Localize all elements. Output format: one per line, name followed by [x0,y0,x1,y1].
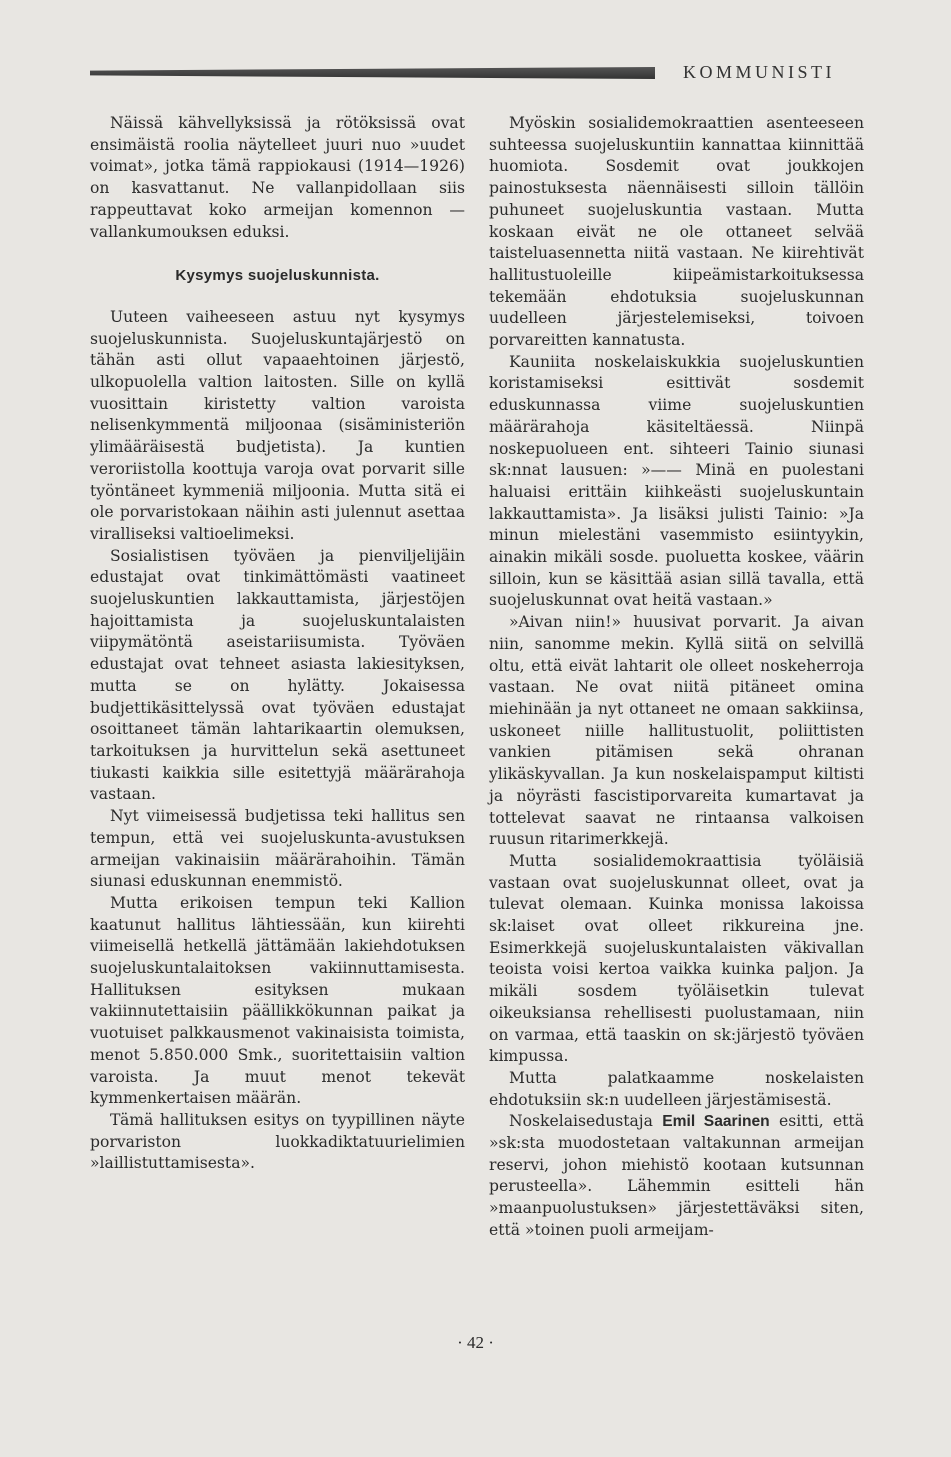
section-heading: Kysymys suojeluskunnista. [175,267,380,285]
paragraph: Mutta erikoisen tempun teki Kallion kaatunut hallitus lähtiessään, kun kiirehti viimeisellä hetkellä jättämään lakiehdotuksen suojeluskuntalaitoksen vakiinnuttamisesta. Hallituksen esityksen mukaan vakiinnutettaisiin päällikkökunnan paikat ja vuotuiset palkkausmenot vakinaisista toimista, menot 5.850.000 Smk., suoritettaisiin valtion varoista. Ja muut menot tekevät kymmenkertaisen määrän. [90,893,465,1108]
paragraph: Nyt viimeisessä budjetissa teki hallitus sen tempun, että vei suojeluskunta-avustuksen armeijan vakinaisiin määrärahoihin. Tämän siunasi eduskunnan enemmistö. [90,807,465,891]
paragraph: Kauniita noskelaiskukkia suojeluskuntien koristamiseksi esittivät sosdemit eduskunnassa viime suojeluskuntien määrärahoja käsiteltäessä. Niinpä noskepuolueen ent. sihteeri Tainio siunasi sk:nnat lausuen: »—— Minä en puolestani haluaisi erittäin kiihkeästi suojeluskuntain lakkauttamista». Ja lisäksi julisti Tainio: »Ja minun mielestäni vasemmisto esiintyykin, ainakin mikäli sosde. puoluetta koskee, väärin silloin, kun se käsittää asian sillä tavalla, että suojeluskunnat ovat heitä vastaan.» [489,352,864,610]
text-run: Noskelaisedustaja [509,1112,663,1131]
left-column [90,113,465,1175]
paragraph: Näissä kähvellyksissä ja rötöksissä ovat ensimäistä roolia näytelleet juuri nuo »uudet voimat», jotka tämä rappiokausi (1914—1926) on kasvattanut. Ne vallanpidollaan siis rappeuttavat koko armeijan komennon — vallankumouksen eduksi. [90,114,465,241]
paragraph: Sosialistisen työväen ja pienviljelijäin edustajat ovat tinkimättömästi vaatineet suojeluskuntien lakkauttamista, järjestöjen hajoittamista ja suojeluskuntalaisten viipymätöntä aseistariisumista. Työväen edustajat ovat tehneet asiasta lakiesityksen, mutta se on hylätty. Jokaisessa budjettikäsittelyssä ovat työväen edustajat osoittaneet tämän lahtarikaartin olemuksen, tarkoituksen ja hurvittelun sekä asettuneet tiukasti kaikkia sille esitettyjä määrärahoja vastaan. [90,546,465,804]
paragraph: »Aivan niin!» huusivat porvarit. Ja aivan niin, sanomme mekin. Kyllä siitä on selvillä oltu, että eivät lahtarit ole olleet noskeherroja vastaan. Ne ovat niitä pitäneet omina miehinään ja nyt ottaneet ne omaan sakkiinsa, uskoneet niille hallitustuolit, poliittisten vankien pitämisen sekä ohranan ylikäskyvallan. Ja kun noskelaispamput kiltisti ja nöyrästi fascistiporvareita kumartavat ja tottelevat saavat ne rintaansa valkoisen ruusun ritarimerkkejä. [489,613,864,849]
header-rule [90,67,655,79]
paragraph: Tämä hallituksen esitys on tyypillinen näyte porvariston luokkadiktatuurielimien »laillistuttamisesta». [90,1110,465,1173]
magazine-title: KOMMUNISTI [683,62,835,82]
paragraph: Uuteen vaiheeseen astuu nyt kysymys suojeluskunnista. Suojeluskuntajärjestö on tähän asti ollut vapaaehtoinen järjestö, ulkopuolella valtion laitosten. Sille on kyllä vuosittain kiristetty valtion varoista nelisenkymmentä miljoonaa (sisäministeriön ylimääräisestä budjetista). Ja kuntien veroriistolla koottuja varoja ovat porvarit sille työntäneet kymmeniä miljoonia. Mutta sitä ei ole porvaristokaan näihin asti julennut asettaa viralliseksi valtioelimeksi. [90,307,465,543]
paragraph: Mutta palatkaamme noskelaisten ehdotuksiin sk:n uudelleen järjestämisestä. [489,1068,864,1109]
text-run: esitti, että »sk:sta muodostetaan valtakunnan armeijan reservi, johon miehistö kootaan kutsunnan perusteella». Lähemmin esitteli hän »maanpuolustuksen» järjestettäväksi siten, että »toinen puoli armeijam- [489,1112,864,1239]
right-column [489,113,864,1242]
paragraph [489,1111,864,1241]
paragraph: Myöskin sosialidemokraattien asenteeseen suhteessa suojeluskuntiin kannattaa kiinnittää huomiota. Sosdemit ovat joukkojen painostuksesta näennäisesti silloin tällöin puhuneet suojeluskuntia vastaan. Mutta koskaan eivät ne ole ottaneet selvää taisteluasennetta niitä vastaan. Ne kiirehtivät hallitustuoleille kiipeämistarkoituksessa tekemään ehdotuksia suojeluskunnan uudelleen järjestelemiseksi, toivoen porvareitten kannatusta. [489,114,864,350]
page-number: · 42 · [457,1333,494,1352]
paragraph: Mutta sosialidemokraattisia työläisiä vastaan ovat suojeluskunnat olleet, ovat ja tulevat olemaan. Kuinka monissa lakoissa sk:laiset ovat olleet rikkureina jne. Esimerkkejä suojeluskuntalaisten väkivallan teoista voisi kertoa vaikka kuinka paljon. Ja mikäli sosdem työläisetkin tulevat oikeuksiansa rehellisesti puolustamaan, niin on varmaa, että taaskin on sk:järjestö työväen kimpussa. [489,851,864,1066]
person-name: Emil Saarinen [662,1113,770,1131]
